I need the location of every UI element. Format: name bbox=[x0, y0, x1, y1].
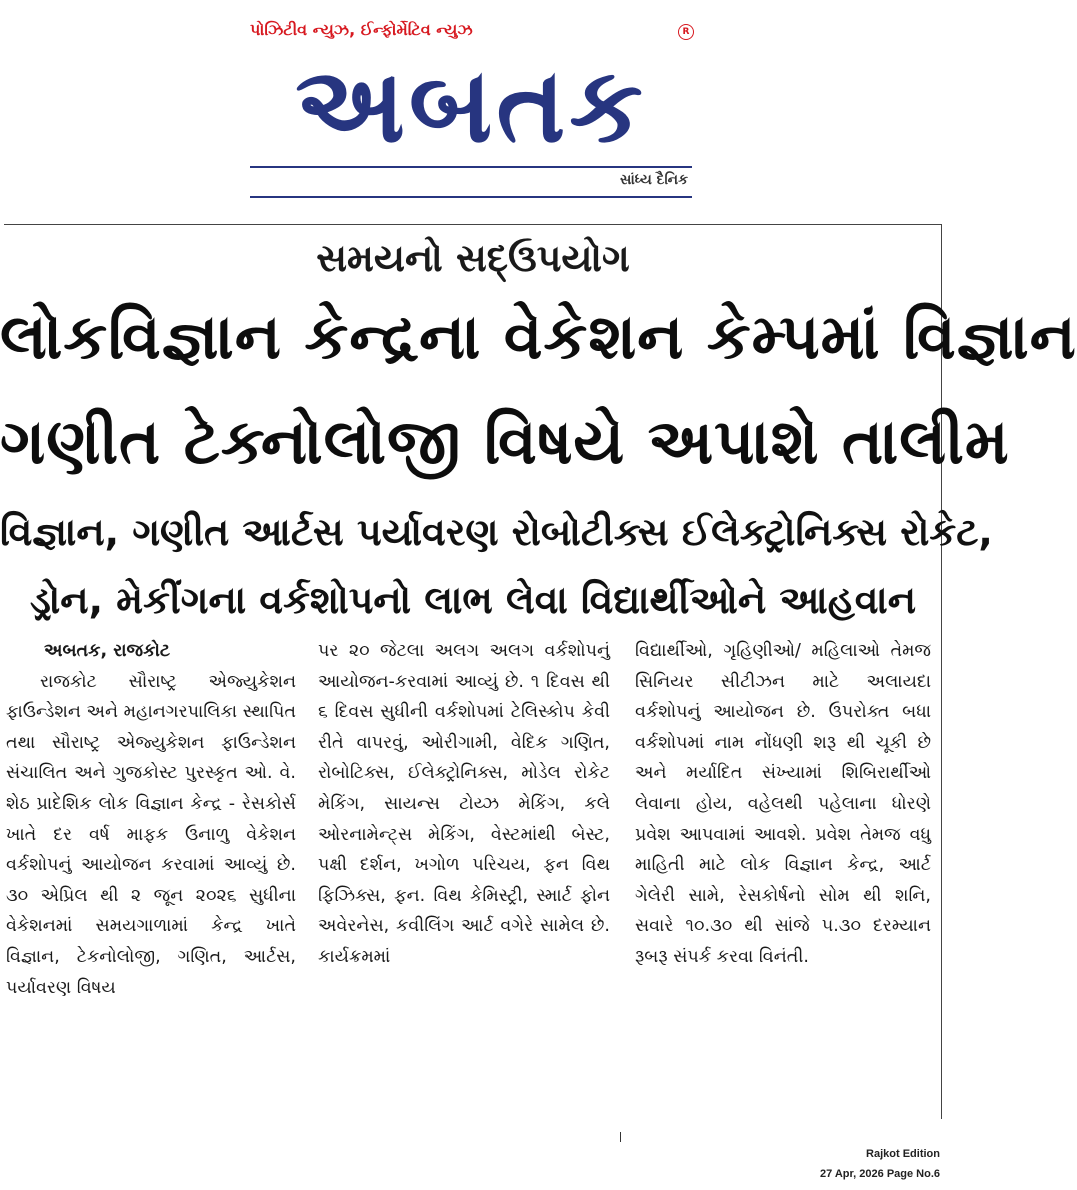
logo-bottom-rule bbox=[250, 196, 692, 198]
article-column-2 bbox=[318, 636, 610, 1130]
masthead-tagline: પોઝિટીવ ન્યુઝ, ઈન્ફોર્મેટિવ ન્યુઝ bbox=[250, 20, 473, 39]
registered-mark-icon: R bbox=[678, 24, 694, 40]
logo-underline bbox=[250, 166, 692, 168]
masthead-subtitle: સાંધ્ય દૈનિક bbox=[620, 172, 688, 188]
headline-line-1: લોકવિજ્ઞાન કેન્દ્રના વેકેશન કેમ્પમાં વિજ્ઞાન bbox=[0, 300, 1077, 373]
article-column-3 bbox=[635, 636, 931, 1130]
date-page-label: 27 Apr, 2026 Page No.6 bbox=[819, 1168, 940, 1180]
column-2-text: પર ૨૦ જેટલા અલગ અલગ વર્કશોપનું આયોજન-કરવામાં આવ્યું છે. ૧ દિવસ થી ૬ દિવસ સુધીની વર્કશોપમાં ટેલિસ્કોપ કેવી રીતે વાપરવું, ઓરીગામી, વેદિક ગણિત, રોબોટિક્સ, ઈલેક્ટ્રોનિક્સ, મોડેલ રોકેટ મેકિંગ, સાયન્સ ટોય્ઝ મેકિંગ, કલે ઓરનામેન્ટ્સ મેકિંગ, વેસ્ટમાંથી બેસ્ટ, પક્ષી દર્શન, ખગોળ પરિચય, ફન વિથ ફિઝિક્સ, ફન. વિથ કેમિસ્ટ્રી, સ્માર્ટ ફોન અવેરનેસ, કવીલિંગ આર્ટ વગેરે સામેલ છે. કાર્યક્રમમાં bbox=[318, 641, 610, 967]
column-3-text: વિદ્યાર્થીઓ, ગૃહિણીઓ/ મહિલાઓ તેમજ સિનિયર સીટીઝન માટે અલાયદા વર્કશોપનું આયોજન છે. ઉપરોક્ત બધા વર્કશોપમાં નામ નોંધણી શરૂ થી ચૂકી છે અને મર્યાદિત સંખ્યામાં શિબિરાર્થીઓ લેવાના હોય, વહેલથી પહેલાના ધોરણે પ્રવેશ આપવામાં આવશે. પ્રવેશ તેમજ વધુ માહિતી માટે લોક વિજ્ઞાન કેન્દ્ર, આર્ટ ગેલેરી સામે, રેસકોર્ષનો સોમ થી શનિ, સવારે ૧૦.૩૦ થી સાંજે ૫.૩૦ દરમ્યાન રૂબરૂ સંપર્ક કરવા વિનંતી. bbox=[635, 641, 931, 967]
subhead-line-2: ડ્રોન, મેકીંગના વર્કશોપનો લાભ લેવા વિદ્યાર્થીઓને આહવાન bbox=[29, 578, 917, 622]
masthead bbox=[0, 0, 946, 215]
article-column-1 bbox=[6, 636, 296, 1130]
edition-label: Rajkot Edition bbox=[866, 1148, 940, 1160]
article-top-rule bbox=[4, 224, 942, 225]
article-kicker: સમયનો સદ્ઉપયોગ bbox=[316, 236, 630, 280]
column-1-text: રાજકોટ સૌરાષ્ટ્ર એજ્યુકેશન ફાઉન્ડેશન અને મહાનગરપાલિકા સ્થાપિત તથા સૌરાષ્ટ્ર એજ્યુકેશન ફાઉન્ડેશન સંચાલિત અને ગુજકોસ્ટ પુરસ્કૃત ઓ. વે. શેઠ પ્રાદેશિક લોક વિજ્ઞાન કેન્દ્ર - રેસકોર્સ ખાતે દર વર્ષ માફક ઉનાળુ વેકેશન વર્કશોપનું આયોજન કરવામાં આવ્યું છે. ૩૦ એપ્રિલ થી ૨ જૂન ૨૦૨૬ સુધીના વેકેશનમાં સમયગાળામાં કેન્દ્ર ખાતે વિજ્ઞાન, ટેકનોલોજી, ગણિત, આર્ટસ, પર્યાવરણ વિષય bbox=[6, 671, 296, 998]
subhead-line-1: વિજ્ઞાન, ગણીત આર્ટસ પર્યાવરણ રોબોટીક્સ ઈલેક્ટ્રોનિક્સ રોકેટ, bbox=[0, 510, 993, 554]
newspaper-logo: અબતક bbox=[295, 43, 647, 166]
headline-line-2: ગણીત ટેક્નોલોજી વિષયે અપાશે તાલીમ bbox=[0, 405, 1010, 478]
dateline: અબતક, રાજકોટ bbox=[44, 641, 171, 661]
column-separator bbox=[620, 1132, 621, 1142]
